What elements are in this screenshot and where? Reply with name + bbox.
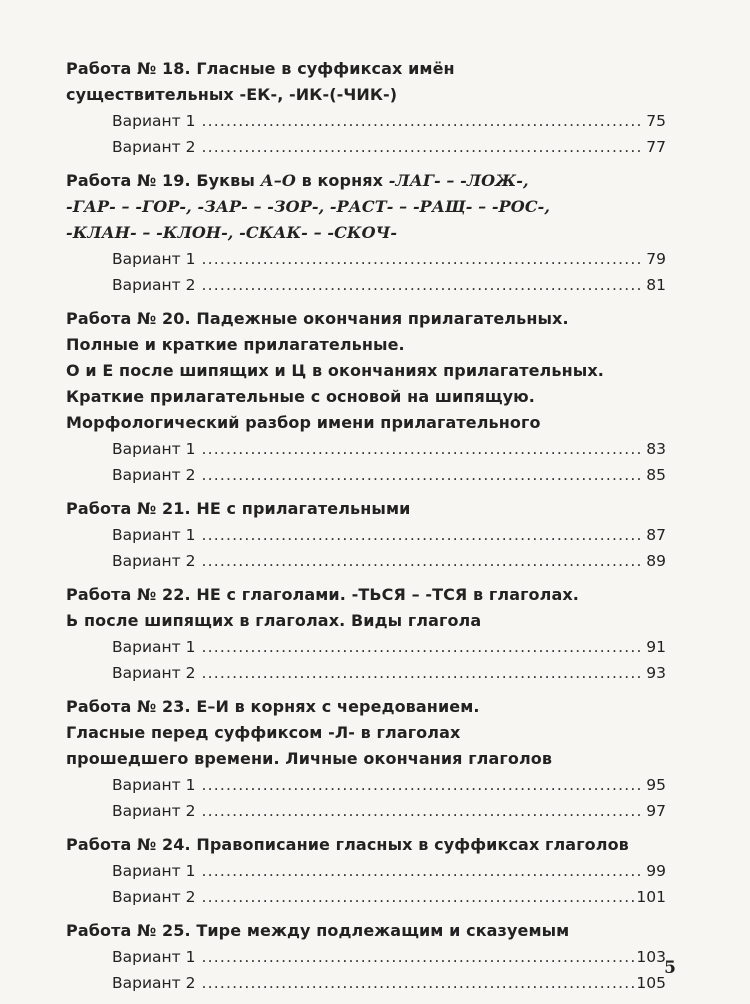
entry-label: Вариант 2 — [112, 664, 196, 682]
dot-leader — [202, 522, 645, 548]
dot-leader — [202, 858, 645, 884]
dot-leader — [202, 944, 635, 970]
dot-leader — [202, 798, 645, 824]
title-fragment: прошедшего времени. Личные окончания глаголов — [66, 749, 553, 768]
toc-entry[interactable] — [66, 798, 666, 824]
entry-label: Вариант 2 — [112, 276, 196, 294]
section-title — [66, 306, 666, 436]
dot-leader — [202, 246, 645, 272]
toc-entry[interactable] — [66, 134, 666, 160]
entry-page-number: 95 — [646, 776, 666, 794]
toc-section — [66, 582, 666, 686]
toc-entry[interactable] — [66, 108, 666, 134]
toc-entry[interactable] — [66, 548, 666, 574]
entry-page-number: 91 — [646, 638, 666, 656]
entry-label: Вариант 1 — [112, 638, 196, 656]
entry-page-number: 89 — [646, 552, 666, 570]
title-fragment: Ь после шипящих в глаголах. Виды глагола — [66, 611, 482, 630]
entry-label: Вариант 1 — [112, 776, 196, 794]
entry-page-number: 99 — [646, 862, 666, 880]
section-title-line — [66, 720, 666, 746]
dot-leader — [202, 884, 635, 910]
entry-label: Вариант 2 — [112, 974, 196, 992]
section-title-line — [66, 358, 666, 384]
entry-label: Вариант 2 — [112, 802, 196, 820]
toc-section — [66, 918, 666, 996]
section-title-line — [66, 746, 666, 772]
italic-fragment: -КЛАН- – -КЛОН-, -СКАК- – -СКОЧ- — [66, 223, 398, 242]
title-fragment: Краткие прилагательные с основой на шипящую. — [66, 387, 535, 406]
toc-entry[interactable] — [66, 660, 666, 686]
section-title-line — [66, 194, 666, 220]
section-title-line — [66, 82, 666, 108]
dot-leader — [202, 134, 645, 160]
toc-section — [66, 694, 666, 824]
section-title-line — [66, 582, 666, 608]
toc-entry[interactable] — [66, 246, 666, 272]
entry-page-number: 97 — [646, 802, 666, 820]
title-fragment: в корнях — [295, 171, 389, 190]
title-fragment: О и Е после шипящих и Ц в окончаниях прилагательных. — [66, 361, 604, 380]
entry-page-number: 75 — [646, 112, 666, 130]
entry-label: Вариант 2 — [112, 138, 196, 156]
section-title-line — [66, 168, 666, 194]
entry-label: Вариант 1 — [112, 440, 196, 458]
dot-leader — [202, 548, 645, 574]
section-title — [66, 832, 666, 858]
toc-entry[interactable] — [66, 944, 666, 970]
entry-label: Вариант 2 — [112, 466, 196, 484]
section-title — [66, 496, 666, 522]
title-fragment: Гласные перед суффиксом -Л- в глаголах — [66, 723, 461, 742]
page-number: 5 — [664, 958, 676, 978]
toc-section — [66, 832, 666, 910]
entry-page-number: 85 — [646, 466, 666, 484]
section-title-line — [66, 496, 666, 522]
toc-entry[interactable] — [66, 272, 666, 298]
section-title-line — [66, 410, 666, 436]
section-title — [66, 168, 666, 246]
toc-section — [66, 306, 666, 488]
section-title — [66, 582, 666, 634]
toc-entry[interactable] — [66, 858, 666, 884]
section-title-line — [66, 220, 666, 246]
dot-leader — [202, 436, 645, 462]
dot-leader — [202, 272, 645, 298]
entry-page-number: 77 — [646, 138, 666, 156]
toc-section — [66, 56, 666, 160]
entry-page-number: 83 — [646, 440, 666, 458]
entry-label: Вариант 1 — [112, 112, 196, 130]
title-fragment: существительных -ЕК-, -ИК-(-ЧИК-) — [66, 85, 398, 104]
entry-page-number: 101 — [636, 888, 666, 906]
title-fragment: Работа № 20. Падежные окончания прилагательных. — [66, 309, 569, 328]
dot-leader — [202, 462, 645, 488]
italic-fragment: -ЛАГ- – -ЛОЖ-, — [388, 171, 529, 190]
dot-leader — [202, 772, 645, 798]
entry-label: Вариант 2 — [112, 888, 196, 906]
toc-entry[interactable] — [66, 634, 666, 660]
entry-page-number: 81 — [646, 276, 666, 294]
entry-label: Вариант 2 — [112, 552, 196, 570]
toc-entry[interactable] — [66, 436, 666, 462]
title-fragment: Морфологический разбор имени прилагательного — [66, 413, 541, 432]
entry-page-number: 105 — [636, 974, 666, 992]
section-title-line — [66, 306, 666, 332]
section-title-line — [66, 608, 666, 634]
entry-label: Вариант 1 — [112, 862, 196, 880]
dot-leader — [202, 970, 635, 996]
section-title-line — [66, 56, 666, 82]
title-fragment: Работа № 23. Е–И в корнях с чередованием. — [66, 697, 480, 716]
toc-entry[interactable] — [66, 970, 666, 996]
entry-label: Вариант 1 — [112, 948, 196, 966]
entry-page-number: 79 — [646, 250, 666, 268]
section-title — [66, 694, 666, 772]
title-fragment: Работа № 24. Правописание гласных в суффиксах глаголов — [66, 835, 629, 854]
title-fragment: Полные и краткие прилагательные. — [66, 335, 405, 354]
section-title — [66, 56, 666, 108]
italic-fragment: А–О — [260, 171, 296, 190]
toc-entry[interactable] — [66, 462, 666, 488]
toc-section — [66, 168, 666, 298]
dot-leader — [202, 634, 645, 660]
italic-fragment: -ГАР- – -ГОР-, -ЗАР- – -ЗОР-, -РАСТ- – -РАЩ- – -РОС-, — [66, 197, 551, 216]
toc-entry[interactable] — [66, 772, 666, 798]
entry-label: Вариант 1 — [112, 250, 196, 268]
section-title-line — [66, 384, 666, 410]
dot-leader — [202, 660, 645, 686]
section-title-line — [66, 918, 666, 944]
toc-entry[interactable] — [66, 522, 666, 548]
title-fragment: Работа № 25. Тире между подлежащим и сказуемым — [66, 921, 570, 940]
entry-page-number: 87 — [646, 526, 666, 544]
section-title-line — [66, 332, 666, 358]
section-title-line — [66, 832, 666, 858]
toc-entry[interactable] — [66, 884, 666, 910]
dot-leader — [202, 108, 645, 134]
entry-page-number: 93 — [646, 664, 666, 682]
entry-label: Вариант 1 — [112, 526, 196, 544]
title-fragment: Работа № 22. НЕ с глаголами. -ТЬСЯ – -ТСЯ в глаголах. — [66, 585, 579, 604]
entry-page-number: 103 — [636, 948, 666, 966]
section-title — [66, 918, 666, 944]
section-title-line — [66, 694, 666, 720]
title-fragment: Работа № 21. НЕ с прилагательными — [66, 499, 411, 518]
table-of-contents — [66, 56, 666, 1004]
toc-section — [66, 496, 666, 574]
title-fragment: Работа № 18. Гласные в суффиксах имён — [66, 59, 455, 78]
title-fragment: Работа № 19. Буквы — [66, 171, 261, 190]
